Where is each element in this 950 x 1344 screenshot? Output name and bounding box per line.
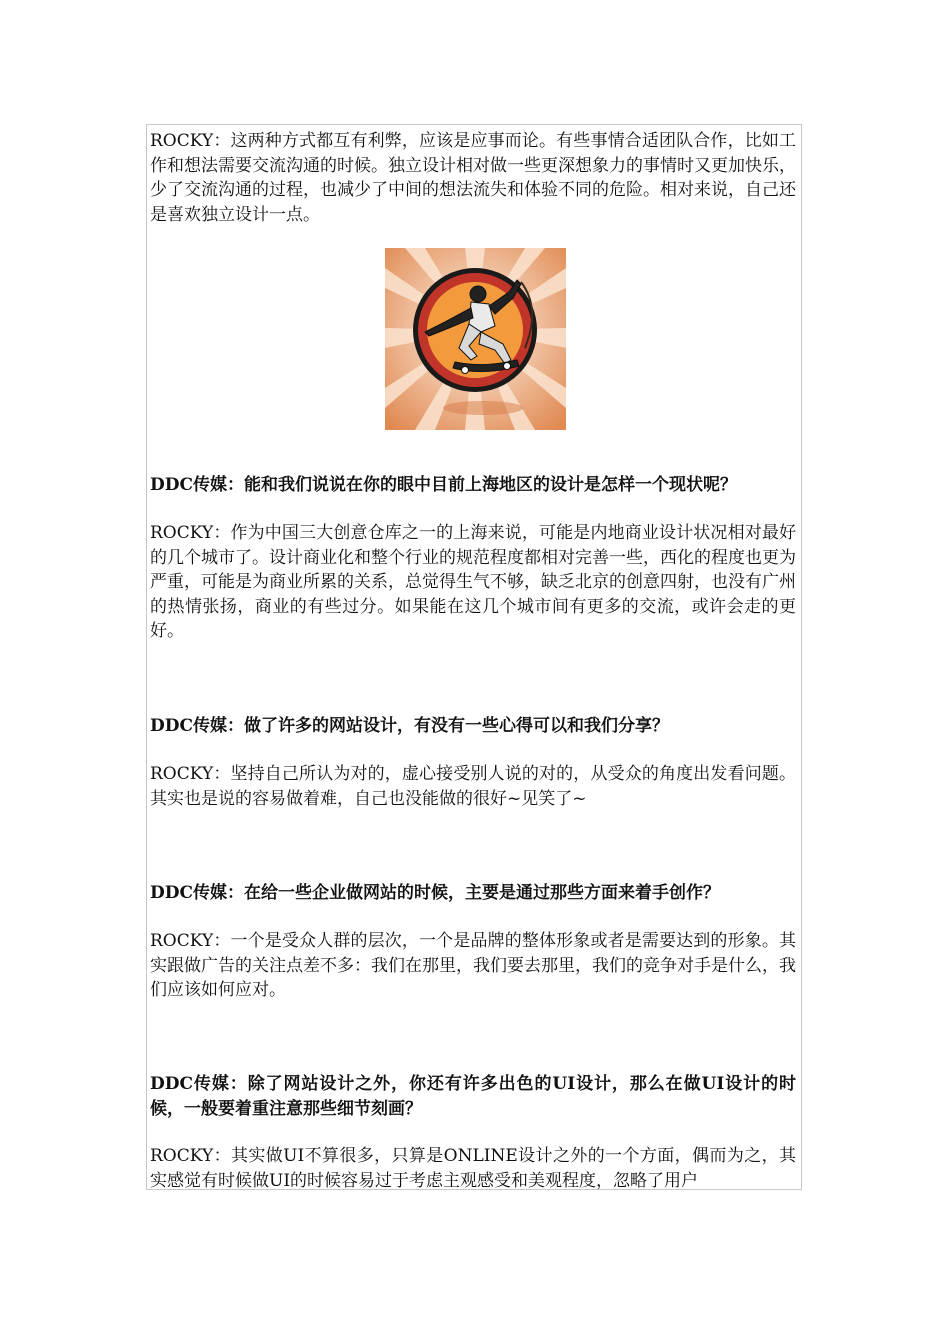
article-frame <box>146 124 802 1190</box>
question-heading: DDC传媒：除了网站设计之外，你还有许多出色的UI设计，那么在做UI设计的时候，一般要着重注意那些细节刻画？ <box>150 1074 796 1119</box>
answer-paragraph: ROCKY：其实做UI不算很多，只算是ONLINE设计之外的一个方面，偶而为之，其实感觉有时候做UI的时候容易过于考虑主观感受和美观程度，忽略了用户 <box>150 1146 796 1190</box>
skateboarder-icon <box>385 248 566 430</box>
answer-paragraph: ROCKY：坚持自己所认为对的，虚心接受别人说的对的，从受众的角度出发看问题。其实也是说的容易做着难，自己也没能做的很好~见笑了~ <box>150 764 796 809</box>
answer-paragraph: ROCKY：这两种方式都互有利弊，应该是应事而论。有些事情合适团队合作，比如工作和想法需要交流沟通的时候。独立设计相对做一些更深想象力的事情时又更加快乐，少了交流沟通的过程，也减少了中间的想法流失和体验不同的危险。相对来说，自己还是喜欢独立设计一点。 <box>150 131 796 225</box>
question-heading: DDC传媒：做了许多的网站设计，有没有一些心得可以和我们分享？ <box>150 716 670 736</box>
shadow <box>443 401 523 415</box>
question-heading: DDC传媒：在给一些企业做网站的时候，主要是通过那些方面来着手创作？ <box>150 883 721 903</box>
question-heading: DDC传媒：能和我们说说在你的眼中目前上海地区的设计是怎样一个现状呢？ <box>150 475 738 495</box>
answer-paragraph: ROCKY：一个是受众人群的层次，一个是品牌的整体形象或者是需要达到的形象。其实跟做广告的关注点差不多：我们在那里，我们要去那里，我们的竞争对手是什么，我们应该如何应对。 <box>150 931 796 1000</box>
answer-paragraph: ROCKY：作为中国三大创意仓库之一的上海来说，可能是内地商业设计状况相对最好的几个城市了。设计商业化和整个行业的规范程度都相对完善一些，西化的程度也更为严重，可能是为商业所累的关系，总觉得生气不够，缺乏北京的创意四射，也没有广州的热情张扬，商业的有些过分。如果能在这几个城市间有更多的交流，或许会走的更好。 <box>150 523 796 641</box>
